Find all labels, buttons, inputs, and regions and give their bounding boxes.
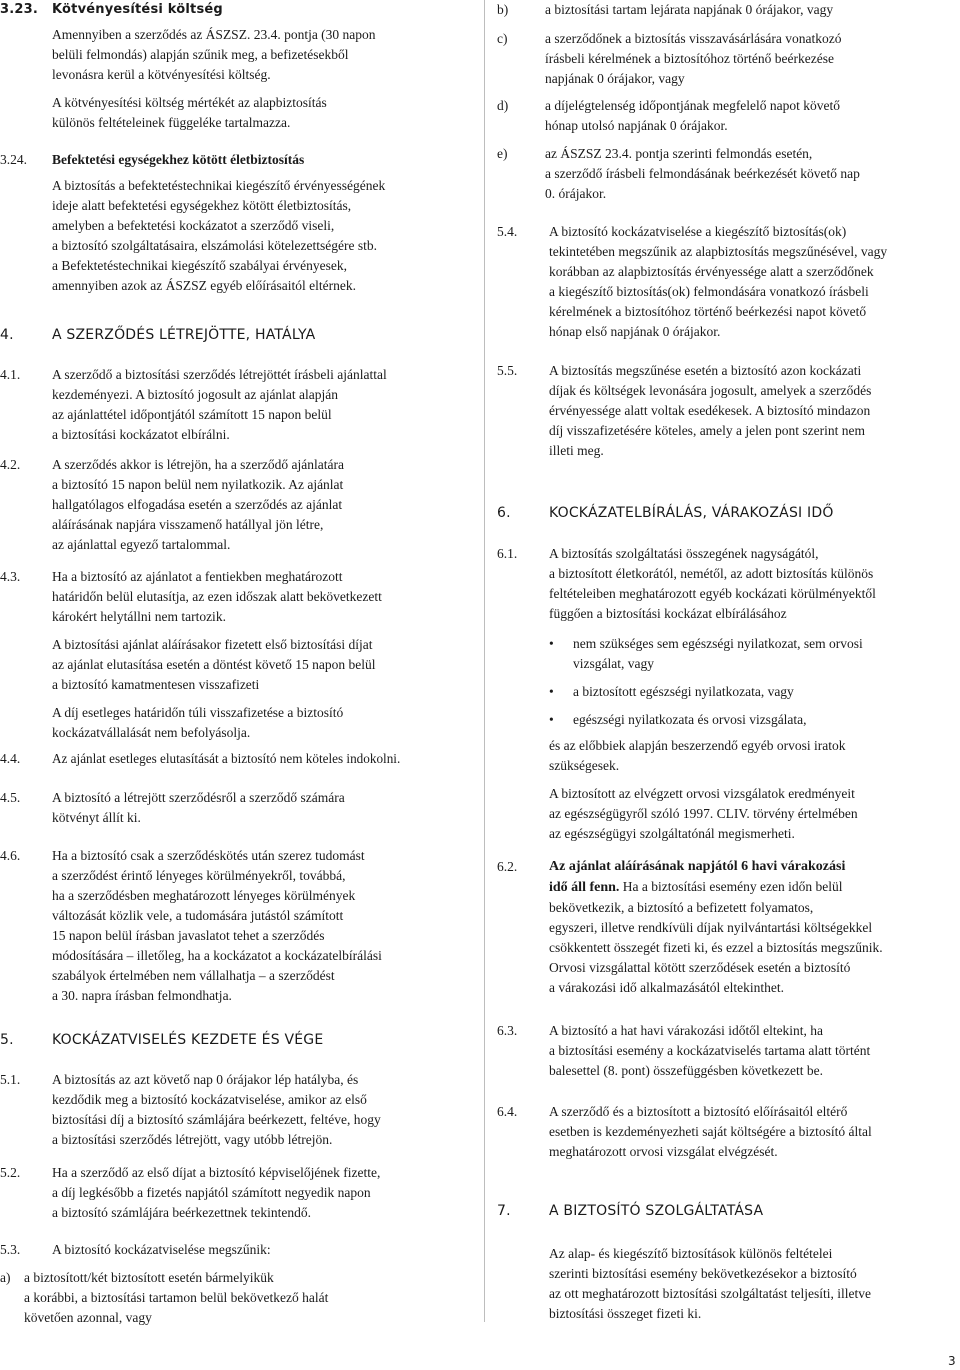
section-number: 5.5. [497, 363, 518, 378]
paragraph [52, 93, 480, 133]
bullet-text [573, 634, 959, 674]
heading-number: 7. [497, 1203, 511, 1219]
paragraph [549, 1021, 959, 1081]
section-number: 4.3. [0, 569, 21, 584]
text-line: kérelmének a biztosítóhoz történő beérkezési napot követő [549, 304, 867, 319]
text-line: egészségi nyilatkozata és orvosi vizsgálata, [573, 712, 807, 727]
text-line: kockázatvállalását nem befolyásolja. [52, 725, 251, 740]
text-line: A biztosító a létrejött szerződésről a szerződő számára [52, 790, 345, 805]
text-line: A biztosítás a befektetéstechnikai kiegészítő érvényességének [52, 178, 386, 193]
text-line: a biztosító szolgáltatásaira, elszámolási kötelezettségére stb. [52, 238, 378, 253]
text-line: a biztosítási szerződés létrejött, vagy utóbb létrejön. [52, 1132, 333, 1147]
text-line: a díjelégtelenség időpontjának megfelelő napot követő [545, 98, 841, 113]
paragraph [52, 749, 480, 769]
section-number: 4.6. [0, 848, 21, 863]
text-line: írásbeli kérelmének a biztosítóhoz történő beérkezése [545, 51, 834, 66]
text-line: a díj legkésőbb a fizetés napjától számított negyedik napon [52, 1185, 371, 1200]
text-line: 0. órájakor. [545, 186, 607, 201]
text-line: vizsgálat, vagy [573, 656, 654, 671]
paragraph [549, 898, 959, 998]
bullet-icon: • [549, 684, 554, 699]
text-line: biztosítási összeget fizeti ki. [549, 1306, 702, 1321]
page-number: 3 [948, 1354, 956, 1368]
text-line: kezdődik meg a biztosító kockázatviselése, amikor az első [52, 1092, 367, 1107]
paragraph [52, 635, 480, 695]
text-line: A biztosítási ajánlat aláírásakor fizetett első biztosítási díjat [52, 637, 373, 652]
bullet-icon: • [549, 636, 554, 651]
text-line: a biztosító számlájára beérkezettnek tekintendő. [52, 1205, 312, 1220]
column-divider [484, 0, 485, 1322]
text-line: szükségesek. [549, 758, 620, 773]
heading-number: 5. [0, 1032, 14, 1048]
text-line: balesettel (8. pont) összefüggésben következett be. [549, 1063, 824, 1078]
text-line: és az előbbiek alapján beszerzendő egyéb orvosi iratok [549, 738, 846, 753]
text-line: Ha a szerződő az első díjat a biztosító képviselőjének fizette, [52, 1165, 381, 1180]
text-line: változását közlik vele, a tudomására jutástól számított [52, 908, 344, 923]
text-line: az ajánlattal egyező tartalommal. [52, 537, 231, 552]
text-line: károkért helytállni nem tartozik. [52, 609, 226, 624]
paragraph [52, 703, 480, 743]
text-line: tekintetében megszűnik az alapbiztosítás megszűnésével, vagy [549, 244, 888, 259]
list-item-c [497, 29, 959, 89]
text-line: különös feltételeinek függeléke tartalmazza. [52, 115, 291, 130]
lead-continuation: Ha a biztosítási esemény ezen időn belül [619, 879, 843, 894]
text-line: határidőn belül elutasítja, az ezen időszak alatt bekövetkezett [52, 589, 382, 604]
text-line: A kötvényesítési költség mértékét az alapbiztosítás [52, 95, 327, 110]
list-item-text [24, 1268, 480, 1328]
text-line: belüli felmondás) alapján szűnik meg, a befizetésekből [52, 47, 349, 62]
paragraph [549, 736, 959, 776]
text-line: Az alap- és kiegészítő biztosítások különös feltételei [549, 1246, 833, 1261]
text-line: a biztosított egészségi nyilatkozata, vagy [573, 684, 794, 699]
text-line: a kiegészítő biztosítás(ok) felmondására vonatkozó írásbeli [549, 284, 869, 299]
list-marker: b) [497, 2, 509, 17]
text-line: esetben is kezdeményezheti saját költségére a biztosító által [549, 1124, 872, 1139]
text-line: Az ajánlat esetleges elutasítását a biztosító nem köteles indokolni. [52, 751, 401, 766]
text-line: a szerződést érintő lényeges körülményekről, továbbá, [52, 868, 346, 883]
text-line: levonásra kerül a kötvényesítési költség. [52, 67, 271, 82]
text-line: napjának 0 órájakor, vagy [545, 71, 685, 86]
text-line: a biztosítási tartam lejárata napjának 0 órájakor, vagy [545, 2, 834, 17]
text-line: Ha a biztosító csak a szerződéskötés után szerez tudomást [52, 848, 365, 863]
text-line: kezdeményezi. A biztosító jogosult az ajánlat alapján [52, 387, 339, 402]
text-line: érvényessége alatt voltak esedékesek. A biztosító mindazon [549, 403, 871, 418]
heading-number: 4. [0, 327, 14, 343]
text-line: A biztosító kockázatviselése megszűnik: [52, 1242, 271, 1257]
bullet-icon: • [549, 712, 554, 727]
text-line: egyszeri, illetve rendkívüli díjak nyilvántartási költségekkel [549, 920, 873, 935]
text-line: módosítására – illetőleg, ha a kockázatot a kockázatelbírálási [52, 948, 382, 963]
text-line: az ÁSZSZ 23.4. pontja szerinti felmondás esetén, [545, 146, 813, 161]
text-line: Amennyiben a szerződés az ÁSZSZ. 23.4. pontja (30 napon [52, 27, 376, 42]
paragraph [52, 567, 480, 627]
text-line: az ajánlattétel időpontjától számított 15 napon belül [52, 407, 332, 422]
paragraph [549, 784, 959, 844]
heading-title: KOCKÁZATELBÍRÁLÁS, VÁRAKOZÁSI IDŐ [549, 505, 834, 521]
heading-number: 6. [497, 505, 511, 521]
text-line: szabályok értelmében nem vállalhatja – a szerződést [52, 968, 335, 983]
section-number: 3.23. [0, 2, 39, 17]
list-item [0, 1268, 480, 1328]
text-line: nem szükséges sem egészségi nyilatkozat, sem orvosi [573, 636, 863, 651]
section-title: Kötvényesítési költség [52, 2, 223, 17]
paragraph [549, 361, 959, 461]
paragraph [52, 1070, 480, 1150]
bullet-item [549, 710, 959, 730]
list-marker: c) [497, 31, 508, 46]
text-line: A biztosított az elvégzett orvosi vizsgálatok eredményeit [549, 786, 855, 801]
text-line: aláírásának napjára visszamenő hatállyal jön létre, [52, 517, 324, 532]
text-line: feltételeiben meghatározott egyéb kockázati körülményektől [549, 586, 876, 601]
list-item-text [545, 0, 959, 20]
text-line: Ha a biztosító az ajánlatot a fentiekben meghatározott [52, 569, 343, 584]
paragraph [52, 455, 480, 555]
text-line: az ajánlat elutasítása esetén a döntést követő 15 napon belül [52, 657, 376, 672]
text-line: korábban az alapbiztosítás érvényessége alatt a szerződőnek [549, 264, 874, 279]
text-line: hallgatólagos elfogadása esetén a szerződés az ajánlat [52, 497, 343, 512]
heading-title: KOCKÁZATVISELÉS KEZDETE ÉS VÉGE [52, 1032, 324, 1048]
paragraph [52, 176, 480, 296]
text-line: díj visszafizetésére köteles, amely a jelen pont szerint nem [549, 423, 866, 438]
text-line: az egészségügyi szolgáltatónál megismerheti. [549, 826, 795, 841]
text-line: bekövetkezik, a biztosító a befizetett folyamatos, [549, 900, 814, 915]
text-line: a biztosító 15 napon belül nem nyilatkozik. Az ajánlat [52, 477, 344, 492]
bullet-item [549, 682, 959, 702]
section-number: 6.2. [497, 859, 518, 874]
list-item-b [497, 0, 959, 20]
section-number: 4.1. [0, 367, 21, 382]
text-line: díjak és költségek levonására jogosult, amelyek a szerződés [549, 383, 872, 398]
section-number: 3.24. [0, 152, 27, 167]
text-line: a várakozási idő alkalmazásától eltekinthet. [549, 980, 785, 995]
section-number: 6.1. [497, 546, 518, 561]
text-line: A biztosító a hat havi várakozási időtől eltekint, ha [549, 1023, 824, 1038]
section-number: 5.1. [0, 1072, 21, 1087]
text-line: ha a szerződésben meghatározott lényeges körülmények [52, 888, 356, 903]
text-line: 15 napon belül írásban javaslatot tehet a szerződés [52, 928, 325, 943]
section-number: 5.4. [497, 224, 518, 239]
list-item-text [545, 144, 959, 204]
text-line: A biztosítás szolgáltatási összegének nagyságától, [549, 546, 819, 561]
text-line: amennyiben azok az ÁSZSZ egyéb előírásaitól eltérnek. [52, 278, 357, 293]
text-line: az egészségügyről szóló 1997. CLIV. törvény értelmében [549, 806, 858, 821]
text-line: a korábbi, a biztosítási tartamon belül bekövetkező halát [24, 1290, 329, 1305]
section-number: 4.2. [0, 457, 21, 472]
paragraph [52, 846, 480, 1006]
text-line: hónap utolsó napjának 0 órájakor. [545, 118, 728, 133]
paragraph [549, 1102, 959, 1162]
text-line: A biztosító kockázatviselése a kiegészítő biztosítás(ok) [549, 224, 847, 239]
text-line: a biztosított/két biztosított esetén bármelyikük [24, 1270, 274, 1285]
text-line: ideje alatt befektetési egységekhez kötött életbiztosítás, [52, 198, 352, 213]
text-line: a biztosító kamatmentesen visszafizeti [52, 677, 260, 692]
text-line: az ott meghatározott biztosítási szolgáltatást teljesíti, illetve [549, 1286, 872, 1301]
text-line: a Befektetéstechnikai kiegészítő szabályai érvényesek, [52, 258, 347, 273]
section-number: 5.3. [0, 1242, 21, 1257]
section-number: 6.3. [497, 1023, 518, 1038]
heading-title: A SZERZŐDÉS LÉTREJÖTTE, HATÁLYA [52, 327, 316, 343]
text-line: meghatározott orvosi vizsgálat elvégzését. [549, 1144, 778, 1159]
list-item-text [545, 96, 959, 136]
section-number: 4.4. [0, 751, 21, 766]
list-marker: e) [497, 146, 508, 161]
list-item-d [497, 96, 959, 136]
text-line: a biztosítási esemény a kockázatviselés tartama alatt történt [549, 1043, 871, 1058]
text-line: függően a biztosítási kockázat elbírálásához [549, 606, 787, 621]
paragraph [52, 365, 480, 445]
text-line: hónap első napjának 0 órájakor. [549, 324, 721, 339]
text-line: A szerződő a biztosítási szerződés létrejöttét írásbeli ajánlattal [52, 367, 387, 382]
text-line: A díj esetleges határidőn túli visszafizetése a biztosító [52, 705, 344, 720]
paragraph [52, 788, 480, 828]
bold-lead-text: idő áll fenn. [549, 880, 620, 895]
bullet-item [549, 634, 959, 674]
text-line: a biztosított életkorától, nemétől, az adott biztosítás különös [549, 566, 874, 581]
paragraph [52, 25, 480, 85]
paragraph [52, 1163, 480, 1223]
text-line: A szerződő és a biztosított a biztosító előírásaitól eltérő [549, 1104, 848, 1119]
text-line: A biztosítás az azt követő nap 0 órájakor lép hatályba, és [52, 1072, 359, 1087]
text-line: illeti meg. [549, 443, 604, 458]
text-line: a szerződőnek a biztosítás visszavásárlására vonatkozó [545, 31, 842, 46]
bold-lead-line: Az ajánlat aláírásának napjától 6 havi várakozási [549, 859, 846, 874]
bullet-text [573, 710, 959, 730]
section-number: 5.2. [0, 1165, 21, 1180]
section-number: 6.4. [497, 1104, 518, 1119]
text-line: A szerződés akkor is létrejön, ha a szerződő ajánlatára [52, 457, 344, 472]
text-line: szerinti biztosítási esemény bekövetkezésekor a biztosító [549, 1266, 857, 1281]
paragraph [549, 222, 959, 342]
text-line: a szerződő írásbeli felmondásának beérkezését követő nap [545, 166, 860, 181]
paragraph [52, 1240, 480, 1260]
text-line: követően azonnal, vagy [24, 1310, 152, 1325]
heading-title: A BIZTOSÍTÓ SZOLGÁLTATÁSA [549, 1203, 764, 1219]
list-item-text [545, 29, 959, 89]
text-line: A biztosítás megszűnése esetén a biztosító azon kockázati [549, 363, 862, 378]
text-line: Orvosi vizsgálattal kötött szerződések esetén a biztosító [549, 960, 851, 975]
text-line: kötvényt állít ki. [52, 810, 141, 825]
text-line: a biztosítási kockázatot elbírálni. [52, 427, 230, 442]
text-line: biztosítási díj a biztosító számlájára beérkezett, feltéve, hogy [52, 1112, 381, 1127]
text-line: csökkentett összegét fizeti ki, és ezzel a biztosítás megszűnik. [549, 940, 883, 955]
bullet-text [573, 682, 959, 702]
text-line: amelyben a befektetési kockázatot a szerződő viseli, [52, 218, 335, 233]
paragraph [549, 1244, 959, 1324]
list-marker: d) [497, 98, 509, 113]
paragraph [549, 544, 959, 624]
text-line: a 30. napra írásban felmondhatja. [52, 988, 232, 1003]
list-item-e [497, 144, 959, 204]
section-title: Befektetési egységekhez kötött életbiztosítás [52, 152, 305, 167]
list-marker: a) [0, 1270, 11, 1285]
section-number: 4.5. [0, 790, 21, 805]
